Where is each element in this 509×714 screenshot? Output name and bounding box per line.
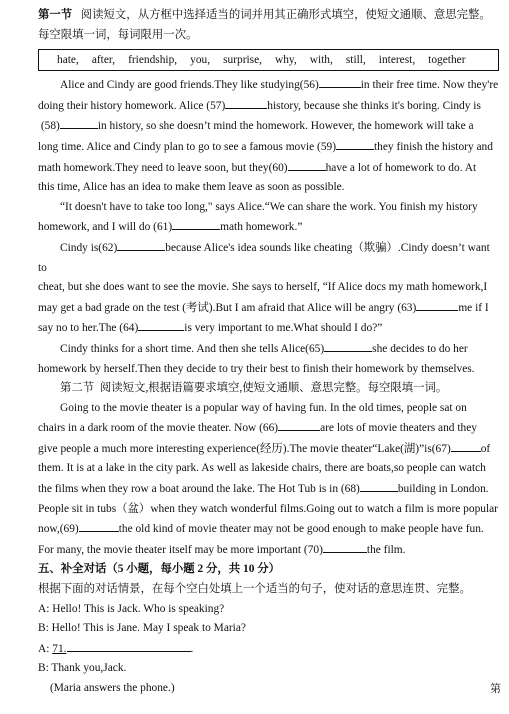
word-bank-item: interest, xyxy=(378,54,416,67)
answer-blank[interactable] xyxy=(324,339,372,352)
answer-blank[interactable] xyxy=(336,137,374,150)
passage1-line: doing their history homework. Alice (57) history, because she thinks it's boring. Cindy is xyxy=(38,96,499,117)
section2-heading xyxy=(38,379,499,399)
section1-instruction-2: 每空限填一词，每词限用一次。 xyxy=(38,28,198,41)
part5-instruction: 根据下面的对话情景，在每个空白处填上一个适当的句子，使对话的意思连贯、完整。 xyxy=(38,583,471,596)
passage1-line: (58) in history, so she doesn’t mind the homework. However, the homework will take a xyxy=(38,116,499,137)
section2-instruction: 阅读短文,根据语篇要求填空,使短文通顺、意思完整。每空限填一词。 xyxy=(99,382,448,395)
part5-title: 五、补全对话（5 小题，每小题 2 分，共 10 分） xyxy=(38,563,281,576)
word-bank-box xyxy=(38,49,499,71)
passage1-line: “It doesn't have to take too long," says Alice.“We can share the work. You finish my history xyxy=(60,200,478,213)
answer-blank[interactable] xyxy=(416,298,458,311)
passage1-line: say no to her.The (64) is very important to me.What should I do?” xyxy=(38,318,499,339)
passage1-line: may get a bad grade on the test (考试).But I am afraid that Alice will be angry (63) me if I xyxy=(38,298,499,319)
answer-blank[interactable] xyxy=(451,439,481,452)
answer-blank[interactable] xyxy=(278,418,320,431)
answer-blank[interactable] xyxy=(117,238,165,251)
passage2-line: now,(69) the old kind of movie theater may not be good enough to make people have fun. xyxy=(38,519,499,540)
dialogue-line: B: Thank you,Jack. xyxy=(38,662,127,675)
question-number: 71. xyxy=(52,642,67,655)
answer-blank[interactable] xyxy=(323,540,367,553)
word-bank-item: still, xyxy=(345,54,366,67)
word-bank-item: together xyxy=(428,54,466,67)
passage1-line: cheat, but she does want to see the movie. She says to herself, “If Alice docs my math homework,I xyxy=(38,281,488,294)
answer-blank[interactable] xyxy=(225,96,267,109)
passage2-line: For many, the movie theater itself may be more important (70) the film. xyxy=(38,540,499,561)
passage2-line: People sit in tubs（盆）when they watch wonderful films.Going out to watch a film is more popular xyxy=(38,502,498,515)
word-bank-item: after, xyxy=(91,54,116,67)
word-bank-item: surprise, xyxy=(223,54,262,67)
page-number-mark: 第 xyxy=(490,683,501,696)
passage1-line: Alice and Cindy are good friends.They like studying(56) in their free time. Now they're xyxy=(38,75,499,96)
word-bank-item: you, xyxy=(190,54,211,67)
passage2-line: give people a much more interesting experience(经历).The movie theater“Lake(湖)”is(67) of xyxy=(38,439,499,460)
word-bank-item: friendship, xyxy=(128,54,178,67)
passage1-line: Cindy thinks for a short time. And then she tells Alice(65) she decides to do her xyxy=(38,339,499,360)
passage2-line: the films when they row a boat around the lake. The Hot Tub is in (68) building in London. xyxy=(38,479,499,500)
passage2-line: Going to the movie theater is a popular way of having fun. In the old times, people sat on xyxy=(60,401,467,414)
answer-blank[interactable] xyxy=(60,116,98,129)
dialogue-note: (Maria answers the phone.) xyxy=(50,682,175,694)
dialogue-line: A: 71. . xyxy=(38,639,499,660)
answer-blank[interactable] xyxy=(138,318,184,331)
passage1-line: Cindy is(62) because Alice's idea sounds like cheating（欺骗）.Cindy doesn’t want to xyxy=(38,238,499,278)
section1-heading xyxy=(38,6,499,26)
answer-blank[interactable] xyxy=(288,158,326,171)
word-bank-item: with, xyxy=(309,54,333,67)
word-bank-item: why, xyxy=(275,54,297,67)
dialogue-line: A: Hello! This is Jack. Who is speaking? xyxy=(38,602,225,615)
word-bank-item: hate, xyxy=(57,54,79,67)
answer-blank[interactable] xyxy=(319,75,361,88)
section1-title: 第一节 xyxy=(38,9,73,21)
answer-blank[interactable] xyxy=(360,479,398,492)
answer-blank[interactable] xyxy=(67,639,191,652)
section2-title: 第二节 xyxy=(60,382,95,395)
passage1-line: this time, Alice has an idea to make them leave as soon as possible. xyxy=(38,181,345,194)
passage1-line: math homework.They need to leave soon, but they(60) have a lot of homework to do. At xyxy=(38,158,499,179)
section1-instruction: 阅读短文，从方框中选择适当的词并用其正确形式填空，使短文通顺、意思完整。 xyxy=(80,9,491,21)
answer-blank[interactable] xyxy=(79,519,119,532)
dialogue-line: B: Hello! This is Jane. May I speak to Maria? xyxy=(38,622,246,635)
passage2-line: chairs in a dark room of the movie theater. Now (66) are lots of movie theaters and they xyxy=(38,418,499,439)
passage1-line: long time. Alice and Cindy plan to go to see a famous movie (59) they finish the history and xyxy=(38,137,499,158)
passage1-line: homework by herself.Then they decide to try their best to finish their homework by themselves. xyxy=(38,362,475,375)
passage2-line: them. It is at a lake in the city park. As well as lakeside chairs, there are boats,so people can watch xyxy=(38,462,486,475)
answer-blank[interactable] xyxy=(172,217,220,230)
passage1-line: homework, and I will do (61) math homework.” xyxy=(38,217,499,238)
